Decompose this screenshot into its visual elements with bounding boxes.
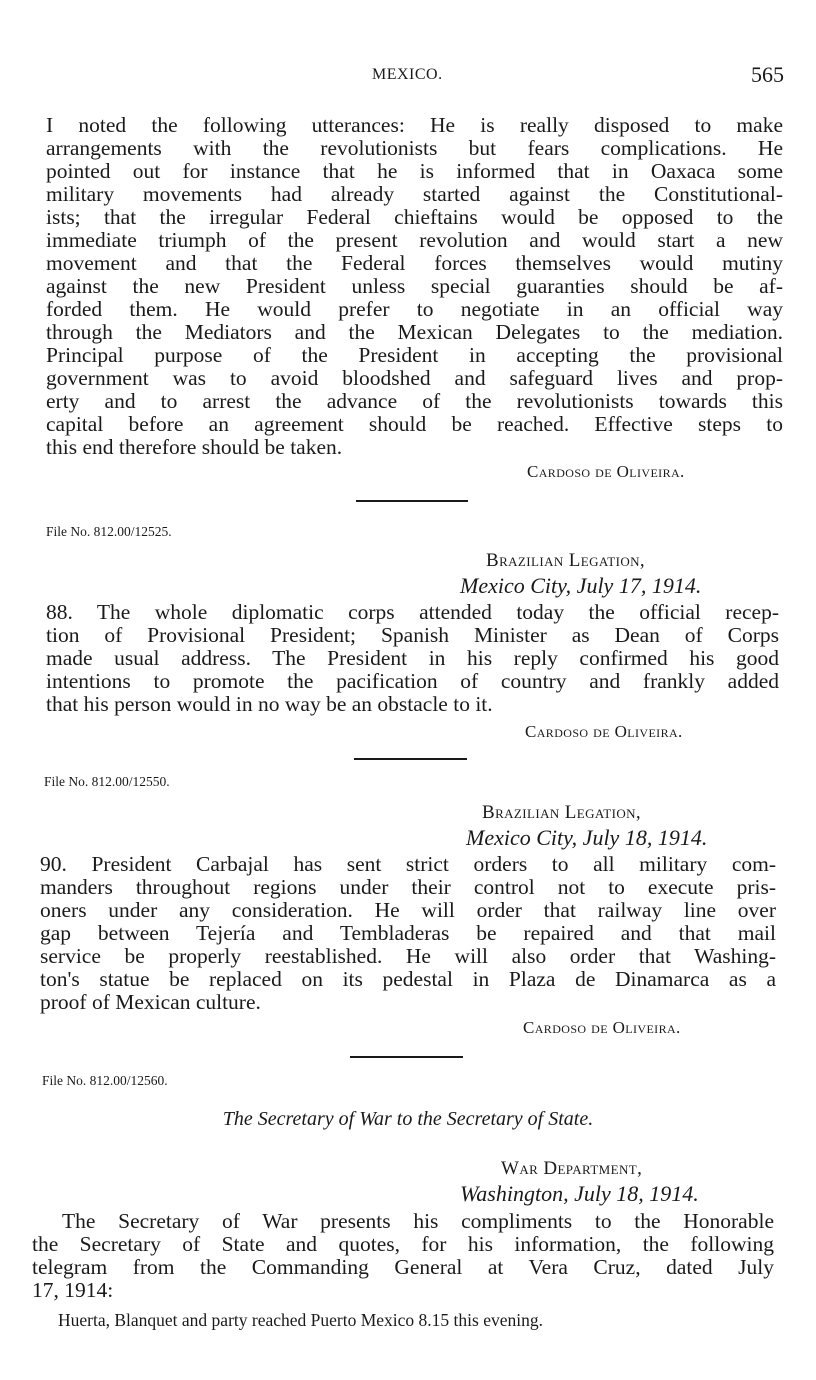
paragraph-line: that his person would in no way be an obstacle to it. — [46, 692, 493, 716]
running-title: MEXICO. — [372, 66, 443, 83]
paragraph-line: the Secretary of State and quotes, for his information, the following — [32, 1232, 774, 1256]
paragraph-line: The Secretary of War presents his compliments to the Honorable — [62, 1209, 774, 1233]
signature: Cardoso de Oliveira. — [525, 722, 683, 741]
paragraph-line: tion of Provisional President; Spanish Minister as Dean of Corps — [46, 623, 779, 647]
file-number: File No. 812.00/12550. — [44, 774, 170, 789]
paragraph-line: Principal purpose of the President in accepting the provisional — [46, 343, 783, 367]
paragraph-line: 88. The whole diplomatic corps attended today the official recep- — [46, 600, 779, 624]
telegram-paragraph — [40, 853, 776, 1014]
file-number: File No. 812.00/12525. — [46, 524, 172, 539]
place-date: Mexico City, July 17, 1914. — [460, 573, 702, 598]
section-divider — [356, 500, 468, 502]
letter-paragraph — [32, 1210, 774, 1302]
page-number: 565 — [751, 62, 784, 87]
paragraph-line: erty and to arrest the advance of the revolutionists towards this — [46, 389, 783, 413]
signature: Cardoso de Oliveira. — [523, 1018, 681, 1037]
paragraph-line: I noted the following utterances: He is really disposed to make — [46, 113, 783, 137]
paragraph-line: telegram from the Commanding General at Vera Cruz, dated July — [32, 1255, 774, 1279]
paragraph-line: made usual address. The President in his reply confirmed his good — [46, 646, 779, 670]
section-divider — [350, 1056, 463, 1058]
paragraph-line: forded them. He would prefer to negotiate in an official way — [46, 297, 783, 321]
paragraph-line: immediate triumph of the present revolution and would start a new — [46, 228, 783, 252]
paragraph-line: proof of Mexican culture. — [40, 990, 261, 1014]
paragraph-line: ists; that the irregular Federal chieftains would be opposed to the — [46, 205, 783, 229]
paragraph-line: ton's statue be replaced on its pedestal in Plaza de Dinamarca as a — [40, 967, 776, 991]
sender-heading: Brazilian Legation, — [486, 550, 646, 571]
paragraph-line: 17, 1914: — [32, 1278, 114, 1302]
paragraph-line: against the new President unless special guaranties should be af- — [46, 274, 783, 298]
paragraph-line: intentions to promote the pacification of country and frankly added — [46, 669, 779, 693]
document-title: The Secretary of War to the Secretary of State. — [222, 1108, 594, 1130]
page-header — [0, 62, 816, 92]
place-date: Mexico City, July 18, 1914. — [466, 825, 708, 850]
paragraph-line: pointed out for instance that he is informed that in Oaxaca some — [46, 159, 783, 183]
paragraph-line: through the Mediators and the Mexican Delegates to the mediation. — [46, 320, 783, 344]
paragraph-line: government was to avoid bloodshed and safeguard lives and prop- — [46, 366, 783, 390]
paragraph-line: arrangements with the revolutionists but fears complications. He — [46, 136, 783, 160]
paragraph-line: oners under any consideration. He will order that railway line over — [40, 898, 776, 922]
quoted-telegram: Huerta, Blanquet and party reached Puerto Mexico 8.15 this evening. — [58, 1310, 543, 1330]
signature: Cardoso de Oliveira. — [527, 462, 685, 481]
section-divider — [354, 758, 467, 760]
continuation-paragraph — [46, 114, 783, 459]
telegram-paragraph — [46, 601, 779, 716]
paragraph-line: 90. President Carbajal has sent strict orders to all military com- — [40, 852, 776, 876]
paragraph-line: military movements had already started against the Constitutional- — [46, 182, 783, 206]
paragraph-line: manders throughout regions under their control not to execute pris- — [40, 875, 776, 899]
file-number: File No. 812.00/12560. — [42, 1073, 168, 1088]
place-date: Washington, July 18, 1914. — [460, 1181, 699, 1206]
paragraph-line: capital before an agreement should be reached. Effective steps to — [46, 412, 783, 436]
sender-heading: War Department, — [501, 1158, 643, 1179]
paragraph-line: service be properly reestablished. He will also order that Washing- — [40, 944, 776, 968]
paragraph-line: movement and that the Federal forces themselves would mutiny — [46, 251, 783, 275]
sender-heading: Brazilian Legation, — [482, 802, 642, 823]
paragraph-line: this end therefore should be taken. — [46, 435, 343, 459]
paragraph-line: gap between Tejería and Tembladeras be repaired and that mail — [40, 921, 776, 945]
